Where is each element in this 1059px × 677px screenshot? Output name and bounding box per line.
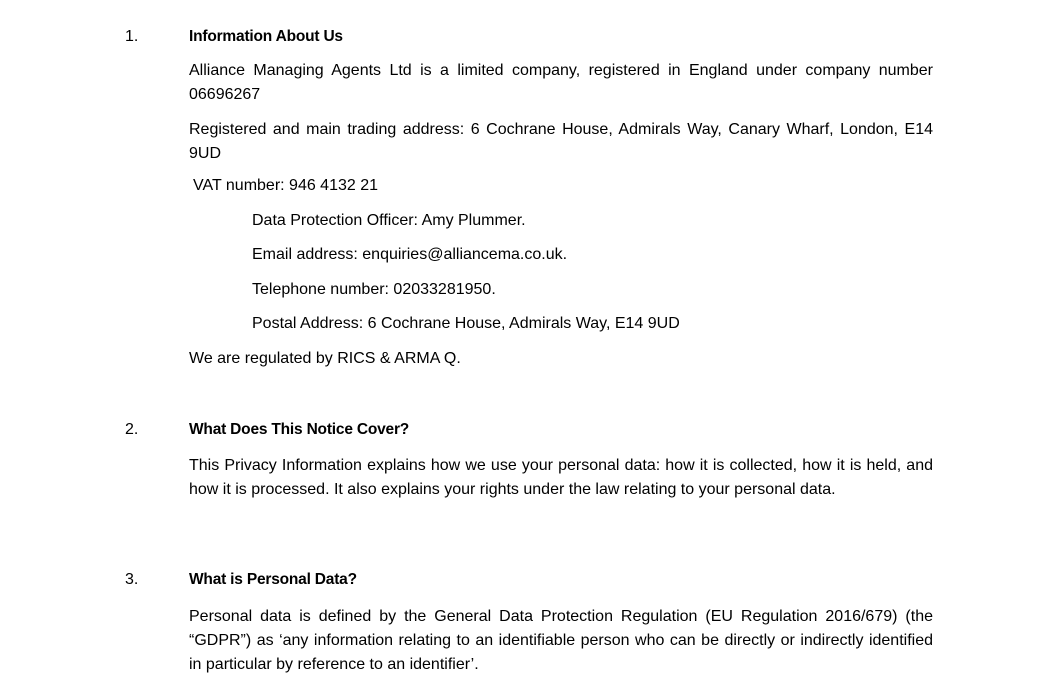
personal-data-paragraph: Personal data is defined by the General Data Protection Regulation (EU Regulation 2016/679) (the “GDPR”) as ‘any information relating to an identifiable person who can be directly or indirectly identified in particular by reference to an identifier’.	[189, 608, 933, 673]
section-3-heading: What is Personal Data?	[189, 571, 357, 588]
vat-number-line: VAT number: 946 4132 21	[193, 177, 379, 194]
postal-address-line: Postal Address: 6 Cochrane House, Admirals Way, E14 9UD	[252, 315, 680, 332]
section-2-heading: What Does This Notice Cover?	[189, 421, 410, 438]
section-1-heading: Information About Us	[189, 28, 343, 45]
notice-cover-paragraph: This Privacy Information explains how we use your personal data: how it is collected, how it is held, and how it is processed. It also explains your rights under the law relating to your personal data.	[189, 457, 933, 498]
trading-address-paragraph: Registered and main trading address: 6 Cochrane House, Admirals Way, Canary Wharf, London, E14 9UD	[189, 121, 933, 162]
section-1-number: 1.	[125, 28, 139, 45]
dpo-line: Data Protection Officer: Amy Plummer.	[252, 212, 526, 229]
company-registration-paragraph: Alliance Managing Agents Ltd is a limited company, registered in England under company number 06696267	[189, 62, 933, 103]
email-line: Email address: enquiries@alliancema.co.uk.	[252, 246, 568, 263]
section-2-number: 2.	[125, 421, 139, 438]
telephone-line: Telephone number: 02033281950.	[252, 281, 496, 298]
section-3-number: 3.	[125, 571, 139, 588]
regulated-by-line: We are regulated by RICS & ARMA Q.	[189, 350, 461, 367]
